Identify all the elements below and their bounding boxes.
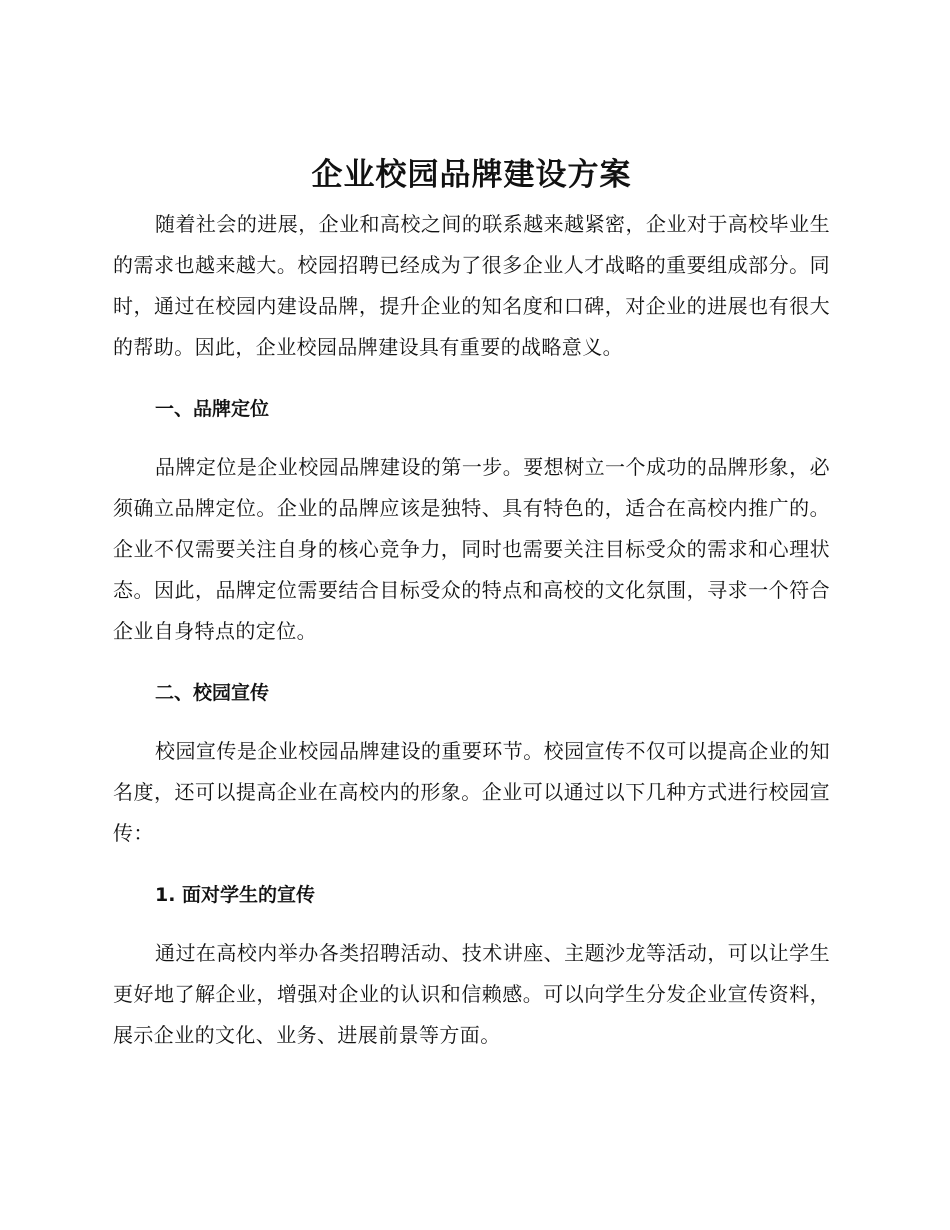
subsection-heading-student-promotion: 1. 面对学生的宣传 — [155, 884, 316, 906]
intro-paragraph: 随着社会的进展，企业和高校之间的联系越来越紧密，企业对于高校毕业生的需求也越来越大。校园招聘已经成为了很多企业人才战略的重要组成部分。同时，通过在校园内建设品牌，提升企业的知名度和口碑，对企业的进展也有很大的帮助。因此，企业校园品牌建设具有重要的战略意义。 — [113, 212, 830, 359]
section-heading-brand-positioning: 一、品牌定位 — [155, 398, 270, 420]
student-promotion-paragraph: 通过在高校内举办各类招聘活动、技术讲座、主题沙龙等活动，可以让学生更好地了解企业，增强对企业的认识和信赖感。可以向学生分发企业宣传资料，展示企业的文化、业务、进展前景等方面。 — [113, 941, 830, 1047]
campus-promotion-paragraph: 校园宣传是企业校园品牌建设的重要环节。校园宣传不仅可以提高企业的知名度，还可以提高企业在高校内的形象。企业可以通过以下几种方式进行校园宣传： — [113, 739, 830, 845]
section-heading-campus-promotion: 二、校园宣传 — [155, 682, 270, 704]
brand-positioning-paragraph: 品牌定位是企业校园品牌建设的第一步。要想树立一个成功的品牌形象，必须确立品牌定位。企业的品牌应该是独特、具有特色的，适合在高校内推广的。企业不仅需要关注自身的核心竞争力，同时也需要关注目标受众的需求和心理状态。因此，品牌定位需要结合目标受众的特点和高校的文化氛围，寻求一个符合企业自身特点的定位。 — [113, 455, 830, 643]
document-title: 企业校园品牌建设方案 — [311, 157, 632, 193]
